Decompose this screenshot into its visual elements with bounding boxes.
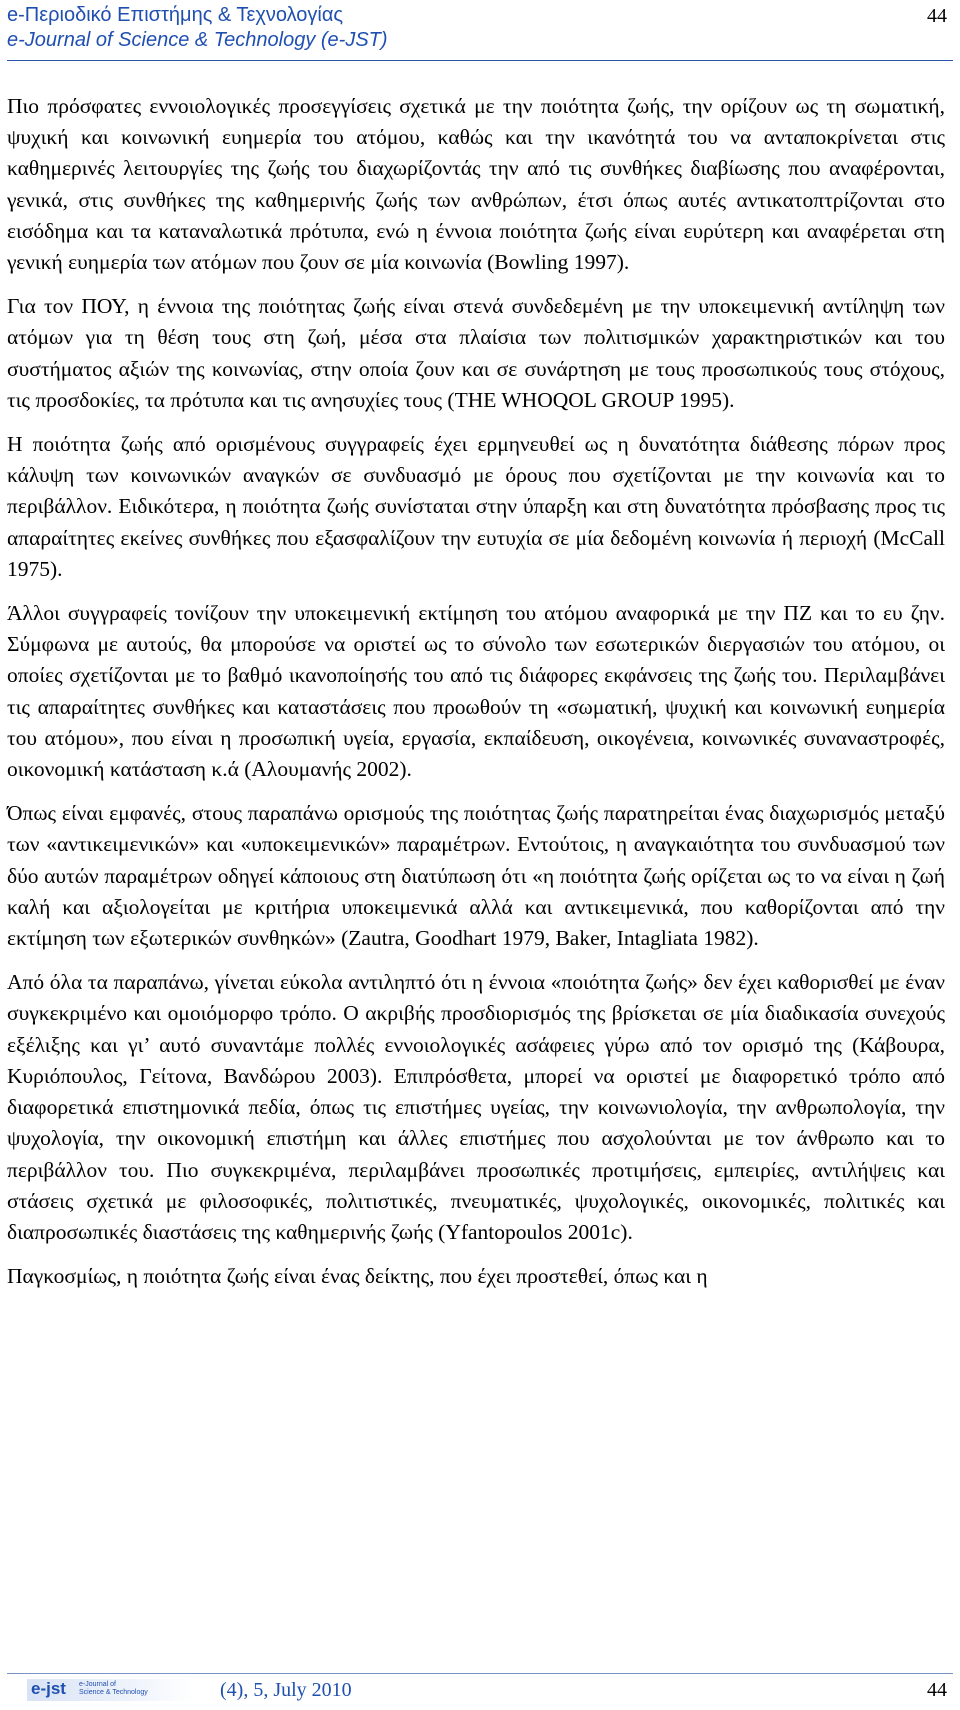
ejst-logo xyxy=(27,1679,195,1701)
logo-subtitle-line: Science & Technology xyxy=(79,1689,148,1696)
logo-subtitle xyxy=(79,1681,148,1697)
paragraph: Πιο πρόσφατες εννοιολογικές προσεγγίσεις σχετικά με την ποιότητα ζωής, την ορίζουν ως τη σωματική, ψυχική και κοινωνική ευημερία του ατόμου, καθώς και την ικανότητά του να ανταποκρίνεται στις καθημερινές λειτουργίες της ζωής του διαχωρίζοντάς την από τις συνθήκες διαβίωσης που αναφέρονται, γενικά, στις συνθήκες της καθημερινής ζωής των ανθρώπων, έτσι όπως αυτές αντικατοπτρίζονται στο εισόδημα και τα καταναλωτικά πρότυπα, ενώ η έννοια ποιότητα ζωής είναι ευρύτερη και αναφέρεται στη γενική ευημερία των ατόμων που ζουν σε μία κοινωνία (Bowling 1997). xyxy=(7,94,945,275)
paragraph: Η ποιότητα ζωής από ορισμένους συγγραφείς έχει ερμηνευθεί ως η δυνατότητα διάθεσης πόρων προς κάλυψη των κοινωνικών αναγκών σε συνδυασμό με όρους που σχετίζονται με την κοινωνία και το περιβάλλον. Ειδικότερα, η ποιότητα ζωής συνίσταται στην ύπαρξη και στη δυνατότητα πρόσβασης προς τις απαραίτητες εκείνες συνθήκες που εξασφαλίζουν την ευτυχία σε μία δεδομένη κοινωνία ή περιοχή (McCall 1975). xyxy=(7,432,945,581)
article-body xyxy=(7,91,945,1305)
page-header xyxy=(7,3,953,61)
page-footer xyxy=(7,1673,953,1706)
issue-info: (4), 5, July 2010 xyxy=(220,1679,352,1701)
journal-title-greek: e-Περιοδικό Επιστήμης & Τεχνολογίας xyxy=(7,4,344,26)
paragraph: Όπως είναι εμφανές, στους παραπάνω ορισμούς της ποιότητας ζωής παρατηρείται ένας διαχωρισμός μεταξύ των «αντικειμενικών» και «υποκειμενικών» παραμέτρων. Εντούτοις, η αναγκαιότητα του συνδυασμού των δύο αυτών παραμέτρων οδηγεί κάποιους στη διατύπωση ότι «η ποιότητα ζωής ορίζεται ως το να είναι η ζωή καλή και αξιολογείται με κριτήρια υποκειμενικά αλλά και αντικειμενικά, που καθορίζονται από την εκτίμηση των εξωτερικών συνθηκών» (Zautra, Goodhart 1979, Baker, Intagliata 1982). xyxy=(7,801,945,951)
paragraph: Παγκοσμίως, η ποιότητα ζωής είναι ένας δείκτης, που έχει προστεθεί, όπως και η xyxy=(7,1264,708,1289)
paragraph: Από όλα τα παραπάνω, γίνεται εύκολα αντιληπτό ότι η έννοια «ποιότητα ζωής» δεν έχει καθορισθεί με έναν συγκεκριμένο και ομοιόμορφο τρόπο. Ο ακριβής προσδιορισμός της βρίσκεται σε μία διαδικασία συνεχούς εξέλιξης και γι’ αυτό συναντάμε πολλές εννοιολογικές ασάφειες γύρω από τον ορισμό της (Κάβουρα, Κυριόπουλος, Γείτονα, Βανδώρου 2003). Επιπρόσθετα, μπορεί να οριστεί με διαφορετικό τρόπο από διαφορετικά επιστημονικά πεδία, όπως τις επιστήμες υγείας, την κοινωνιολογία, την ανθρωπολογία, την ψυχολογία, την οικονομική επιστήμη και άλλες επιστήμες που ασχολούνται με τον άνθρωπο και το περιβάλλον του. Πιο συγκεκριμένα, περιλαμβάνει προσωπικές προτιμήσεις, εμπειρίες, αντιλήψεις και στάσεις σχετικά με φιλοσοφικές, πολιτιστικές, πνευματικές, ψυχολογικές, οικονομικές, πολιτικές και διαπροσωπικές διαστάσεις της καθημερινής ζωής (Yfantopoulos 2001c). xyxy=(7,970,945,1244)
header-page-number: 44 xyxy=(927,5,947,27)
footer-page-number: 44 xyxy=(927,1679,947,1701)
paragraph: Για τον ΠΟΥ, η έννοια της ποιότητας ζωής είναι στενά συνδεδεμένη με την υποκειμενική αντίληψη των ατόμων για τη θέση τους στη ζωή, μέσα στα πλαίσια των πολιτισμικών χαρακτηριστικών και του συστήματος αξιών της κοινωνίας, στην οποία ζουν και σε συνάρτηση με τους προσωπικούς τους στόχους, τις προσδοκίες, τα πρότυπα και τις ανησυχίες τους (THE WHOQOL GROUP 1995). xyxy=(7,294,945,412)
paragraph: Άλλοι συγγραφείς τονίζουν την υποκειμενική εκτίμηση του ατόμου αναφορικά με την ΠΖ και το ευ ζην. Σύμφωνα με αυτούς, θα μπορούσε να οριστεί ως το σύνολο των εσωτερικών διεργασιών του ατόμου, οι οποίες σχετίζονται με το βαθμό ικανοποίησής του από τις διάφορες εκφάνσεις της ζωής του. Περιλαμβάνει τις απαραίτητες συνθήκες και καταστάσεις που προωθούν τη «σωματική, ψυχική και κοινωνική ευημερία του ατόμου», που είναι η προσωπική υγεία, εργασία, εκπαίδευση, οικογένεια, κοινωνικές συναναστροφές, οικονομική κατάσταση κ.ά (Αλουμανής 2002). xyxy=(7,601,945,782)
logo-subtitle-line: e-Journal of xyxy=(79,1681,116,1688)
logo-mark: e-jst xyxy=(31,1679,66,1698)
journal-title-english: e-Journal of Science & Technology (e-JST) xyxy=(7,29,388,51)
